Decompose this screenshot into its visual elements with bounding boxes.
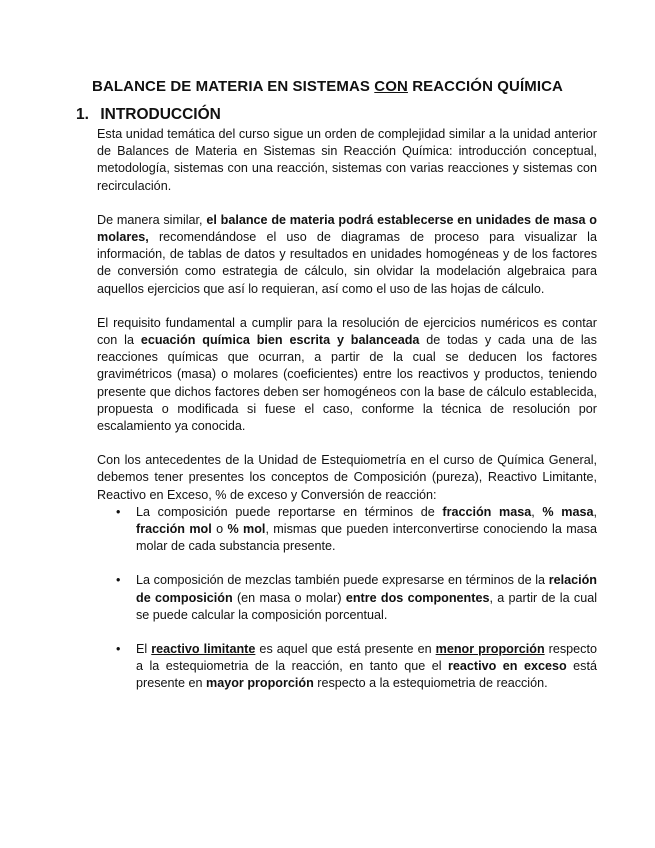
list-item [97, 504, 597, 556]
title-underlined-word: CON [374, 78, 408, 95]
list-item [97, 572, 597, 624]
paragraph-3-bold: ecuación química bien escrita y balanceada [140, 333, 420, 348]
bullet-text: El [136, 642, 152, 657]
list-item [97, 641, 597, 693]
paragraph-4: Con los antecedentes de la Unidad de Estequiometría en el curso de Química General, debemos tener presentes los conceptos de Composición (pureza), Reactivo Limitante, Reactivo en Exceso, % de exceso y Conversión de reacción: [97, 453, 597, 502]
bullet-marker: • [116, 573, 121, 588]
bullet-bold: % mol [227, 522, 266, 537]
paragraph-2-text: De manera similar, [97, 212, 207, 227]
paragraph-1: Esta unidad temática del curso sigue un orden de complejidad similar a la unidad anterior de Balances de Materia en Sistemas sin Reacción Química: introducción conceptual, metodología, sistemas con una reacción, sistemas con varias reacciones y sistemas con recirculación. [97, 127, 597, 193]
bullet-text: (en masa o molar) [232, 590, 346, 605]
bullet-bold: relación de composición [136, 573, 597, 605]
bullet-bold: mayor proporción [206, 676, 314, 691]
bullet-text: respecto a la estequiometria de la reacción, en tanto que el [136, 642, 597, 674]
paragraph-2-bold: el balance de materia podrá establecerse en unidades de masa o molares, [97, 212, 597, 245]
section-number: 1. [76, 106, 89, 123]
bullet-bold: fracción masa [442, 504, 532, 519]
document-body [97, 126, 597, 710]
bullet-bold-underlined: menor proporción [435, 642, 545, 657]
bullet-marker: • [116, 504, 121, 519]
bullet-text: La composición puede reportarse en términos de [136, 504, 443, 519]
paragraph-3-text: de todas y cada una de las reacciones químicas que ocurran, a partir de la cual se deducen los factores gravimétricos (masa) o molares (coeficientes) entre los reactivos y productos, teniendo presente que dichos factores deben ser homogéneos con la base de cálculo establecida, propuesta o modificada si fuese el caso, conforme la técnica de resolución por escalamiento ya conocida. [97, 333, 597, 434]
bullet-text: está presente en [136, 659, 597, 691]
bullet-text: , a partir de la cual se puede calcular la composición porcentual. [136, 590, 598, 622]
section-title: INTRODUCCIÓN [100, 106, 221, 123]
paragraph-2 [97, 212, 597, 298]
bullet-bold: fracción mol [136, 522, 212, 537]
bullet-list [97, 504, 597, 693]
bullet-bold-underlined: reactivo limitante [151, 642, 256, 657]
title-text-pre: BALANCE DE MATERIA EN SISTEMAS [92, 78, 375, 95]
bullet-text: es aquel que está presente en [255, 642, 436, 657]
bullet-bold: entre dos componentes [345, 590, 490, 605]
section-heading [76, 106, 221, 124]
paragraph-3 [97, 315, 597, 435]
paragraph-2-text: recomendándose el uso de diagramas de proceso para visualizar la información, de tablas de datos y resultados en unidades homogéneas y de los factores de conversión como estrategia de cálculo, sin olvidar la modelación algebraica para aquellos ejercicios que así lo requieran, así como el uso de las hojas de cálculo. [97, 230, 597, 296]
bullet-marker: • [116, 642, 121, 657]
bullet-bold: reactivo en exceso [448, 659, 567, 674]
bullet-text: , [593, 504, 597, 519]
document-title [0, 78, 655, 95]
bullet-text: , [531, 504, 543, 519]
bullet-text: , mismas que pueden interconvertirse conociendo la masa molar de cada substancia presente. [136, 522, 597, 554]
paragraph-3-text: El requisito fundamental a cumplir para la resolución de ejercicios numéricos es contar con la [97, 315, 597, 348]
bullet-text: La composición de mezclas también puede expresarse en términos de la [136, 573, 549, 588]
bullet-text: o [211, 522, 228, 537]
bullet-bold: % masa [542, 504, 594, 519]
title-text-post: REACCIÓN QUÍMICA [407, 78, 563, 95]
bullet-text: respecto a la estequiometria de reacción. [313, 676, 548, 691]
